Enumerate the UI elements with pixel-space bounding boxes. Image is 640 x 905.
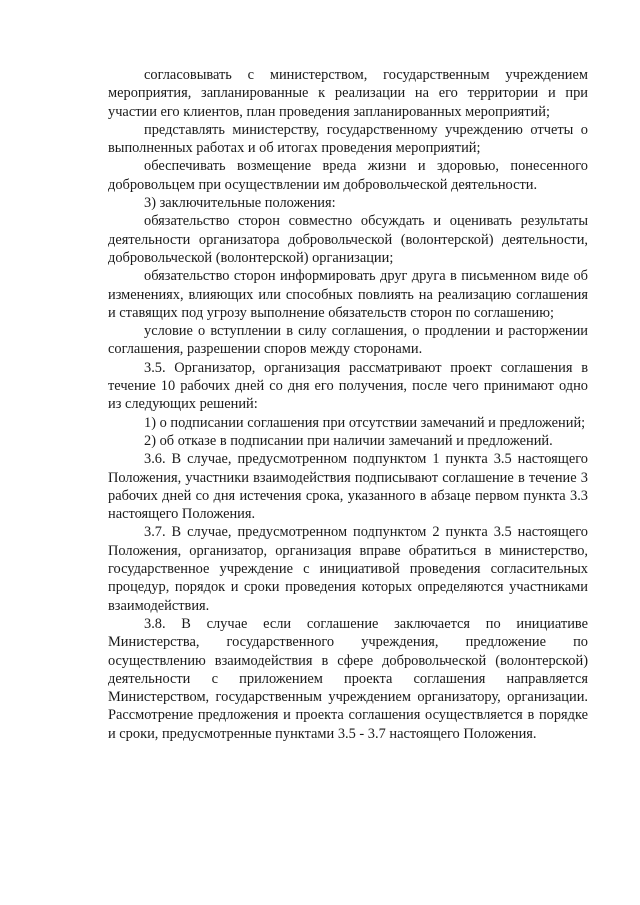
paragraph: 1) о подписании соглашения при отсутствии замечаний и предложений; — [144, 414, 586, 431]
paragraph: 3.7. В случае, предусмотренном подпунктом 2 пункта 3.5 настоящего Положения, организатор, организация вправе обратиться в министерство, государственное учреждение с инициативой проведения согласительных процедур, порядок и сроки проведения которых определяются участниками взаимодействия. — [108, 524, 588, 614]
paragraph: 3.8. В случае если соглашение заключается по инициативе Министерства, государственного учреждения, предложение по осуществлению взаимодействия в сфере добровольческой (волонтерской) деятельности с приложением проекта соглашения направляется Министерством, государственным учреждением организатору, организации. Рассмотрение предложения и проекта соглашения осуществляется в порядке и сроки, предусмотренные пунктами 3.5 - 3.7 настоящего Положения. — [108, 615, 588, 742]
paragraph: обеспечивать возмещение вреда жизни и здоровью, понесенного добровольцем при осуществлении им добровольческой деятельности. — [108, 158, 588, 193]
paragraph: 3) заключительные положения: — [144, 195, 336, 212]
paragraph: 3.5. Организатор, организация рассматривают проект соглашения в течение 10 рабочих дней со дня его получения, после чего принимают одно из следующих решений: — [108, 359, 588, 413]
paragraph: 2) об отказе в подписании при наличии замечаний и предложений. — [144, 432, 553, 449]
document-body — [108, 66, 588, 743]
paragraph: обязательство сторон совместно обсуждать и оценивать результаты деятельности организатора добровольческой (волонтерской) деятельности, добровольческой (волонтерской) организации; — [108, 213, 588, 266]
paragraph: представлять министерству, государственному учреждению отчеты о выполненных работах и об итогах проведения мероприятий; — [108, 121, 588, 157]
paragraph: 3.6. В случае, предусмотренном подпунктом 1 пункта 3.5 настоящего Положения, участники взаимодействия подписывают соглашение в течение 3 рабочих дней со дня истечения срока, указанного в абзаце первом пункта 3.3 настоящего Положения. — [108, 451, 588, 523]
paragraph: условие о вступлении в силу соглашения, о продлении и расторжении соглашения, разрешении споров между сторонами. — [108, 323, 588, 358]
paragraph: обязательство сторон информировать друг друга в письменном виде об изменениях, влияющих или способных повлиять на реализацию соглашения и ставящих под угрозу выполнение обязательств сторон по соглашению; — [108, 268, 588, 321]
paragraph: согласовывать с министерством, государственным учреждением мероприятия, запланированные к реализации на его территории и при участии его клиентов, план проведения запланированных мероприятий; — [108, 67, 588, 120]
